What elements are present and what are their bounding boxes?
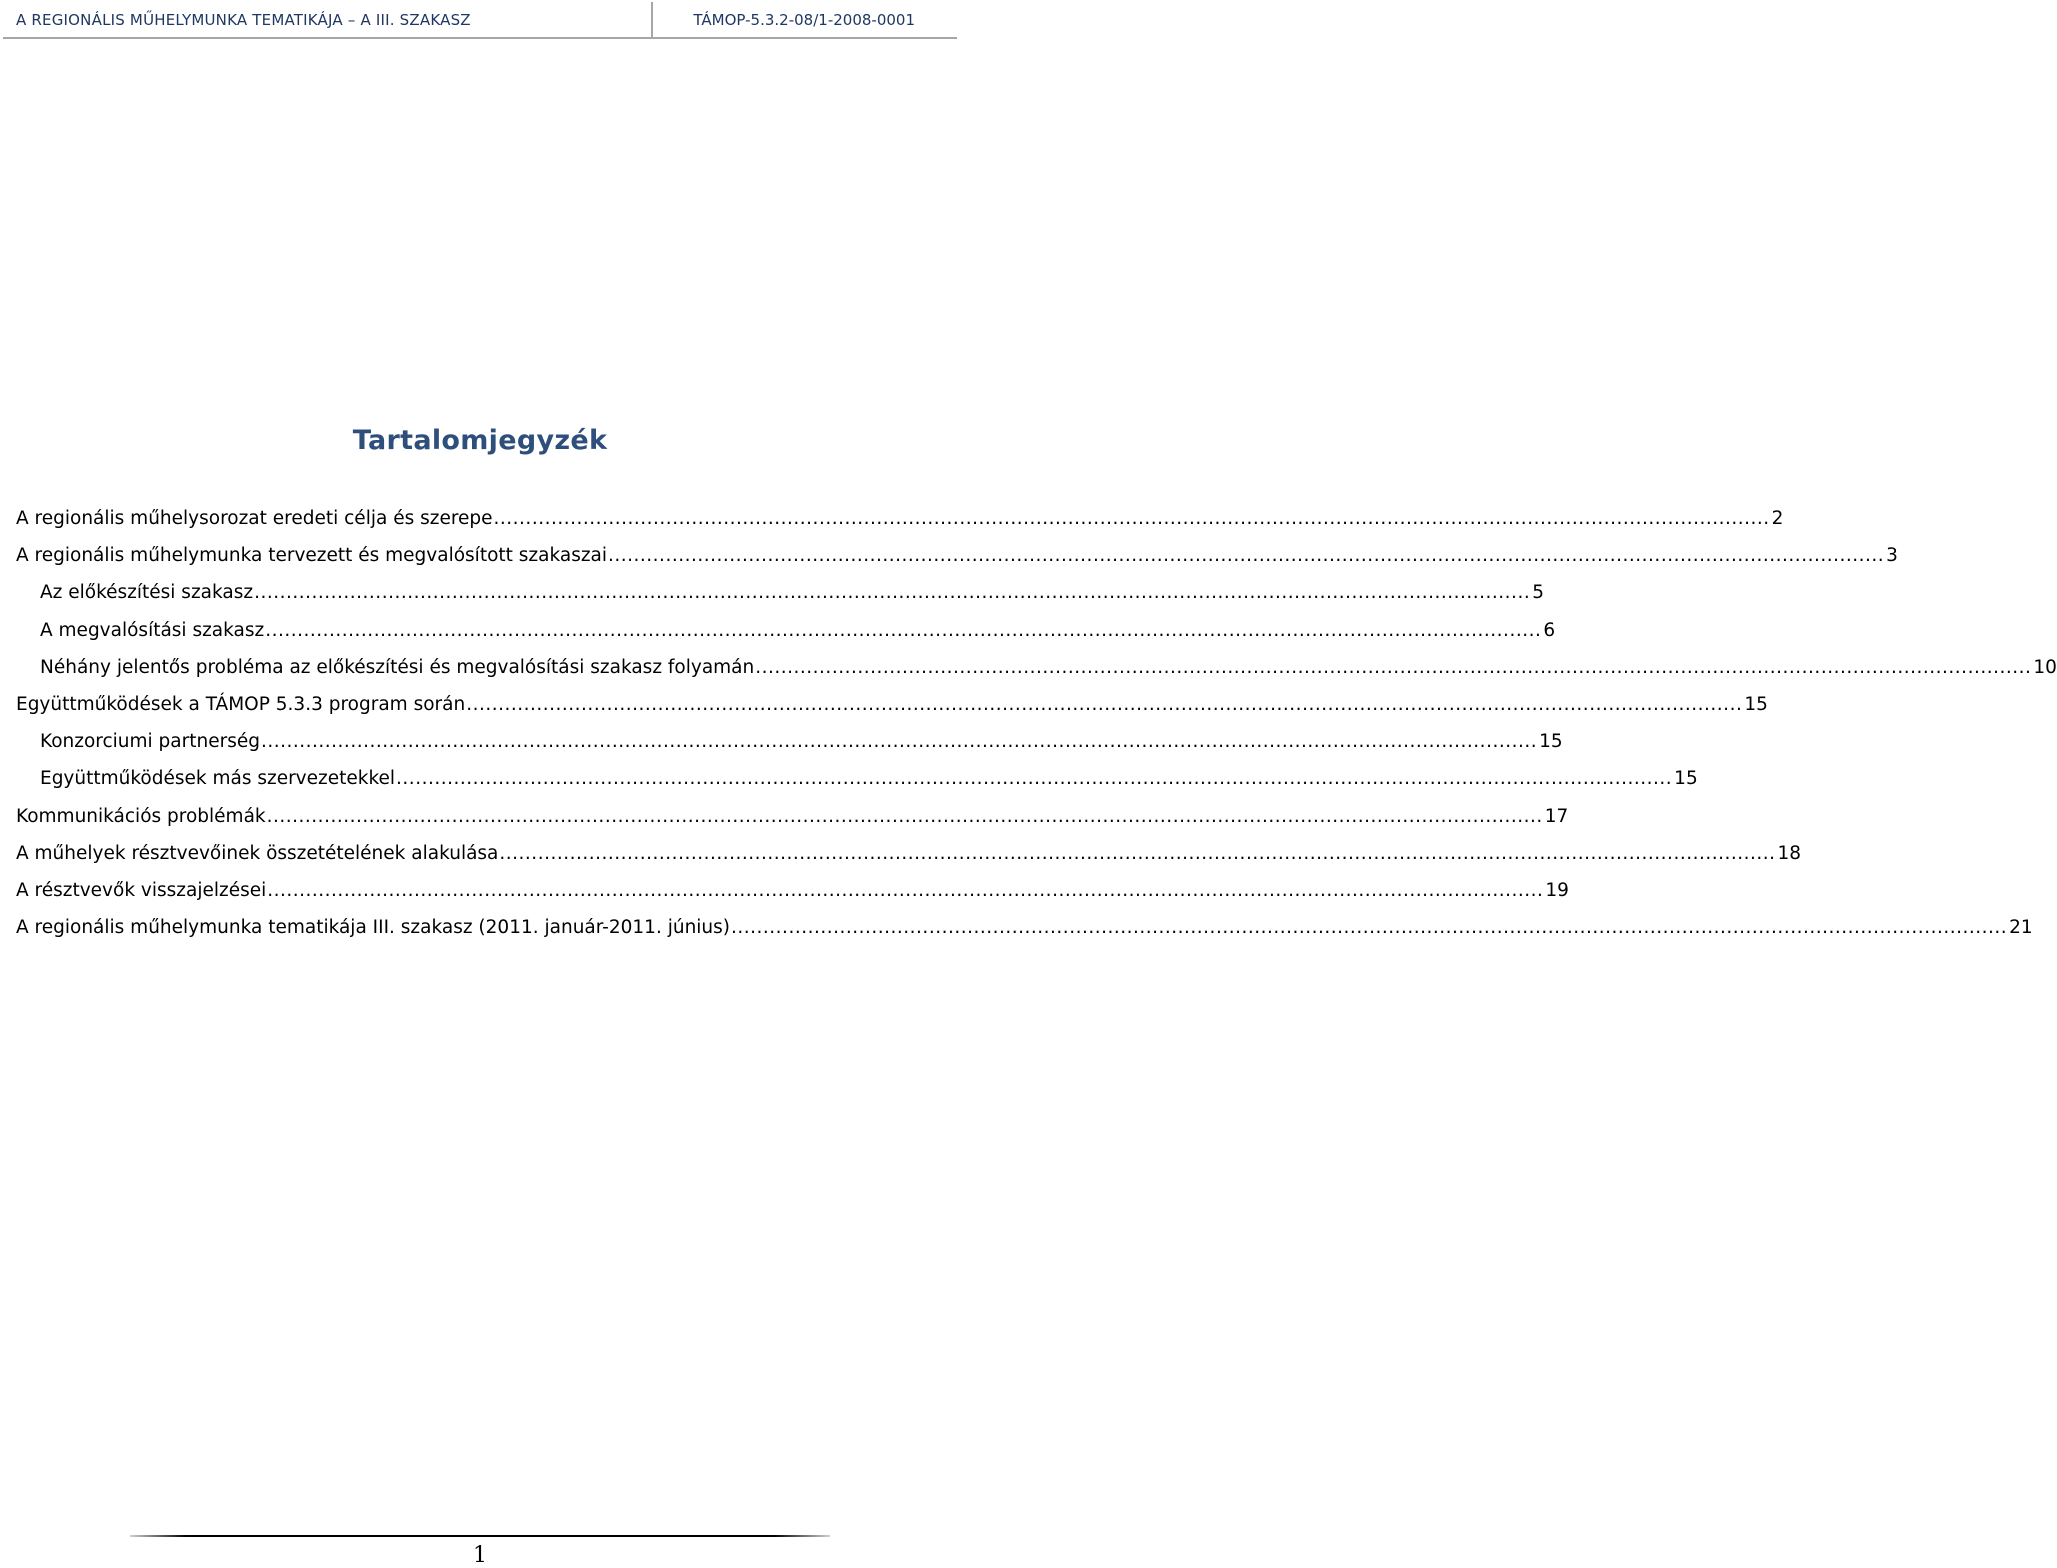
toc-entry[interactable] (16, 694, 1768, 718)
footer-rule (130, 1535, 830, 1537)
page-header (3, 2, 957, 39)
toc-leader-dots: ........................................................................................................................................................................................................ (265, 619, 1542, 641)
toc-entry-label: A résztvevők visszajelzései (16, 880, 267, 901)
toc-entry-label: Együttműködések a TÁMOP 5.3.3 program során (16, 694, 466, 715)
toc-entry[interactable] (16, 805, 1569, 830)
toc-leader-dots: ........................................................................................................................................................................................................ (267, 880, 1544, 901)
toc-entry-label: A regionális műhelymunka tematikája III. szakasz (2011. január-2011. június) (16, 917, 731, 939)
toc-entry[interactable] (16, 917, 2033, 941)
toc-entry-page: 15 (1674, 768, 1698, 790)
toc-entry-page: 5 (1532, 582, 1544, 604)
toc-entry-page: 18 (1777, 842, 1802, 864)
header-document-title: A REGIONÁLIS MŰHELYMUNKA TEMATIKÁJA – A III. SZAKASZ (16, 11, 471, 29)
toc-entry-page: 15 (1539, 731, 1563, 753)
toc-leader-dots: ........................................................................................................................................................................................................ (499, 842, 1776, 864)
toc-entry[interactable] (40, 656, 2057, 681)
toc-entry-label: Konzorciumi partnerség (40, 731, 260, 753)
toc-leader-dots: ........................................................................................................................................................................................................ (466, 694, 1743, 715)
toc-leader-dots: ........................................................................................................................................................................................................ (266, 805, 1543, 827)
toc-entry-label: Néhány jelentős probléma az előkészítési és megvalósítási szakasz folyamán (40, 656, 755, 678)
toc-leader-dots: ........................................................................................................................................................................................................ (755, 656, 2032, 678)
toc-entry-page: 10 (2033, 656, 2057, 678)
toc-entry[interactable] (40, 768, 1698, 792)
toc-entry-label: A regionális műhelysorozat eredeti célja és szerepe (16, 508, 493, 529)
toc-entry[interactable] (16, 508, 1784, 532)
toc-title: Tartalomjegyzék (352, 425, 608, 456)
toc-leader-dots: ........................................................................................................................................................................................................ (493, 508, 1770, 529)
toc-entry[interactable] (16, 842, 1802, 867)
toc-entry-label: A megvalósítási szakasz (40, 619, 265, 641)
toc-leader-dots: ........................................................................................................................................................................................................ (731, 917, 2008, 939)
toc-entry-label: Együttműködések más szervezetekkel (40, 768, 396, 790)
toc-entry-page: 19 (1545, 880, 1569, 901)
toc-entry-page: 17 (1544, 805, 1569, 827)
toc-entry-page: 6 (1543, 619, 1556, 641)
toc-entry-label: Kommunikációs problémák (16, 805, 266, 827)
toc-entry-page: 2 (1771, 508, 1784, 529)
toc-entry[interactable] (16, 880, 1569, 904)
toc-entry-label: A regionális műhelymunka tervezett és megvalósított szakaszai (16, 545, 608, 567)
toc-leader-dots: ........................................................................................................................................................................................................ (608, 545, 1885, 567)
toc-entry-label: Az előkészítési szakasz (40, 582, 254, 604)
toc-entry-page: 21 (2009, 917, 2033, 939)
toc-entry-page: 15 (1744, 694, 1768, 715)
toc-leader-dots: ........................................................................................................................................................................................................ (254, 582, 1531, 604)
toc-entry-page: 3 (1886, 545, 1898, 567)
toc-entry[interactable] (40, 731, 1563, 755)
toc-entry[interactable] (40, 582, 1544, 606)
header-project-code: TÁMOP-5.3.2-08/1-2008-0001 (693, 11, 915, 29)
toc-leader-dots: ........................................................................................................................................................................................................ (260, 731, 1538, 753)
toc-leader-dots: ........................................................................................................................................................................................................ (396, 768, 1673, 790)
header-divider (651, 2, 653, 39)
page-number: 1 (473, 1543, 487, 1568)
toc-entry-label: A műhelyek résztvevőinek összetételének alakulása (16, 842, 499, 864)
toc-entry[interactable] (16, 545, 1898, 569)
toc-entry[interactable] (40, 619, 1556, 644)
